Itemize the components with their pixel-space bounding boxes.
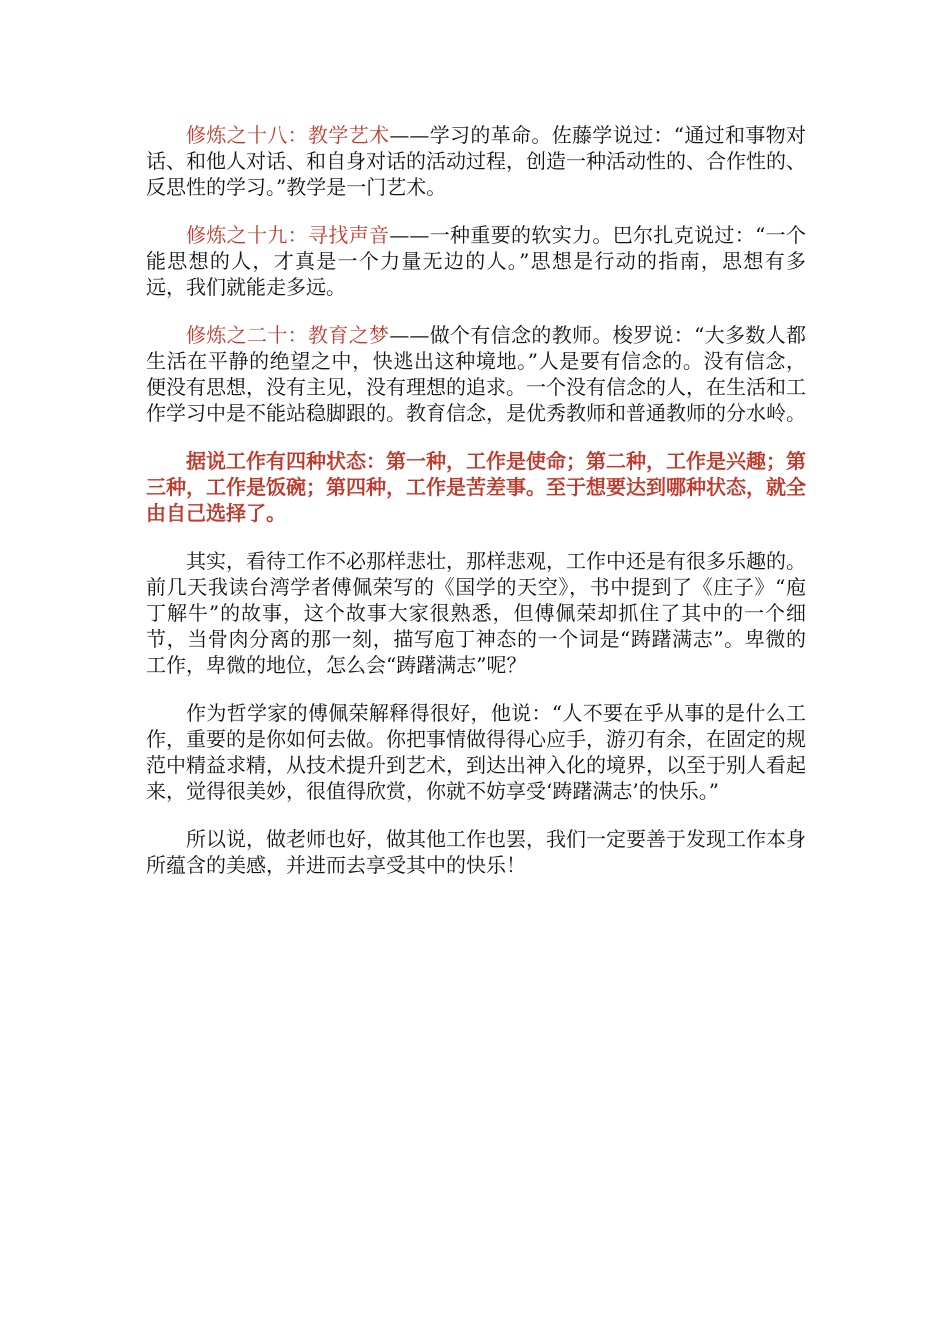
section-heading-18: 修炼之十八：教学艺术 xyxy=(186,123,390,147)
section-body-19: ——一种重要的软实力。巴尔扎克说过：“一个能思想的人，才真是一个力量无边的人。”思想是行动的指南，思想有多远，我们就能走多远。 xyxy=(146,223,806,299)
section-heading-20: 修炼之二十：教育之梦 xyxy=(186,323,390,347)
paragraph-18 xyxy=(146,122,806,200)
section-heading-19: 修炼之十九：寻找声音 xyxy=(186,223,390,247)
closing-paragraph-1: 其实，看待工作不必那样悲壮，那样悲观，工作中还是有很多乐趣的。前几天我读台湾学者傅佩荣写的《国学的天空》，书中提到了《庄子》“庖丁解牛”的故事，这个故事大家很熟悉，但傅佩荣却抓住了其中的一个细节，当骨肉分离的那一刻，描写庖丁神态的一个词是“踌躇满志”。卑微的工作，卑微的地位，怎么会“踌躇满志”呢？ xyxy=(146,549,806,677)
document-page xyxy=(146,122,806,900)
paragraph-20 xyxy=(146,322,806,426)
section-body-18: ——学习的革命。佐藤学说过：“通过和事物对话、和他人对话、和自身对话的活动过程，创造一种活动性的、合作性的、反思性的学习。”教学是一门艺术。 xyxy=(146,123,806,199)
highlight-paragraph: 据说工作有四种状态：第一种，工作是使命；第二种，工作是兴趣；第三种，工作是饭碗；第四种，工作是苦差事。至于想要达到哪种状态，就全由自己选择了。 xyxy=(146,449,806,525)
section-body-20: ——做个有信念的教师。梭罗说：“大多数人都生活在平静的绝望之中，快逃出这种境地。”人是要有信念的。没有信念，便没有思想，没有主见，没有理想的追求。一个没有信念的人，在生活和工作学习中是不能站稳脚跟的。教育信念，是优秀教师和普通教师的分水岭。 xyxy=(146,323,806,425)
paragraph-19 xyxy=(146,222,806,300)
closing-paragraph-3: 所以说，做老师也好，做其他工作也罢，我们一定要善于发现工作本身所蕴含的美感，并进而去享受其中的快乐！ xyxy=(146,827,806,877)
closing-paragraph-2: 作为哲学家的傅佩荣解释得很好，他说：“人不要在乎从事的是什么工作，重要的是你如何去做。你把事情做得得心应手，游刃有余，在固定的规范中精益求精，从技术提升到艺术，到达出神入化的境界，以至于别人看起来，觉得很美妙，很值得欣赏，你就不妨享受‘踌躇满志’的快乐。” xyxy=(146,701,806,803)
